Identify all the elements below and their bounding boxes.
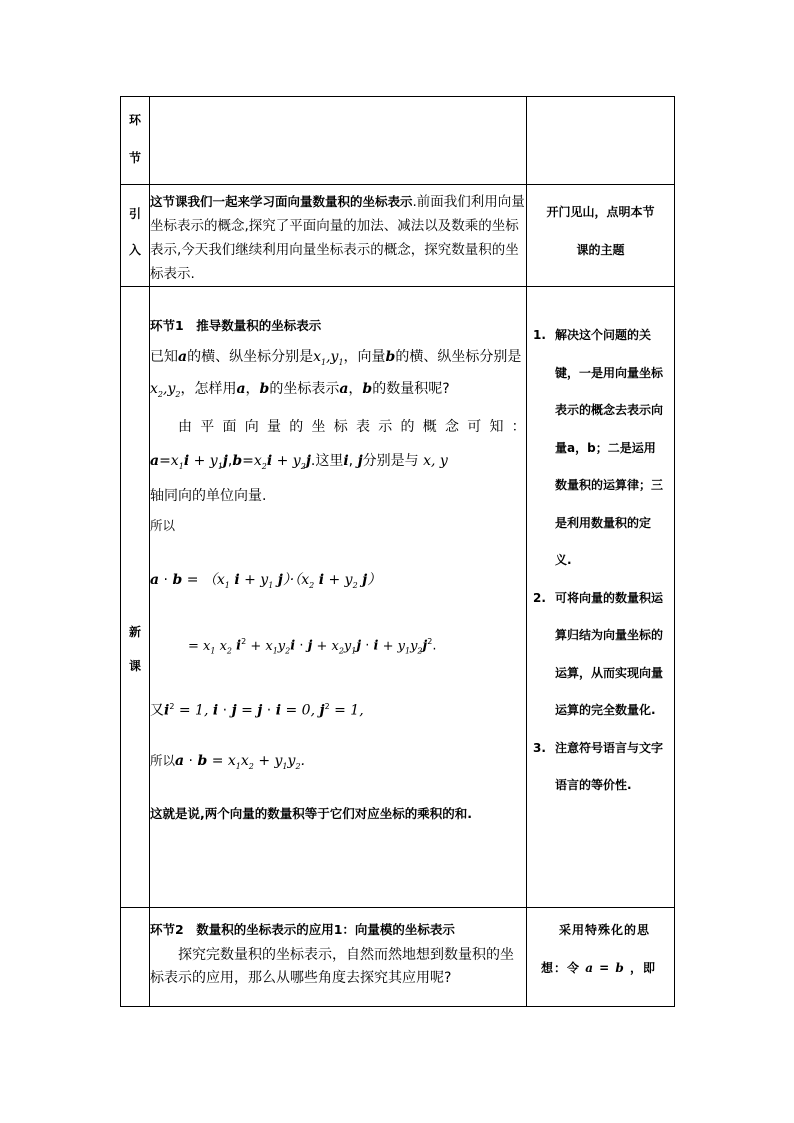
header-content-cell — [150, 97, 527, 185]
teaching-notes — [527, 317, 674, 805]
new-lesson-content-cell — [150, 287, 527, 908]
label-char: 新 — [128, 625, 141, 639]
intro-content-cell — [150, 185, 527, 287]
table-row-section2 — [121, 908, 675, 1007]
intro-text: .前面我们利用向量坐标表示的概念,探究了平面向量的加法、减法以及数乘的坐标表示,今天我们继续利用向量坐标表示的概念，探究数量积的坐标表示. — [150, 194, 525, 282]
label-char: 入 — [128, 243, 141, 257]
section2-note: 采用特殊化的思想：令 a = b ，即 — [541, 923, 656, 975]
table-row-header — [121, 97, 675, 185]
unit-vector-facts: 又$i^2 = 1$, i · j = j · i = 0, $j^2 = 1$, — [150, 702, 364, 719]
section2-text: 探究完数量积的坐标表示，自然而然地想到数量积的坐标表示的应用，那么从哪些角度去探究其应用呢? — [150, 947, 514, 986]
table-row-intro — [121, 185, 675, 287]
intro-note-cell — [527, 185, 675, 287]
label-char: 引 — [128, 207, 141, 221]
note-item: 3. 注意符号语言与文字语言的等价性. — [533, 740, 664, 792]
so-label: 所以 — [150, 518, 176, 534]
note-item: 1. 解决这个问题的关键，一是用向量坐标表示的概念去表示向量a，b；二是运用数量积的运算律；三是利用数量积的定义. — [533, 328, 664, 567]
header-note-cell — [527, 97, 675, 185]
note-item: 2. 可将向量的数量积运算归结为向量坐标的运算，从而实现向量运算的完全数量化. — [533, 590, 664, 717]
label-char: 节 — [128, 151, 141, 165]
table-row-new-lesson — [121, 287, 675, 908]
section2-note-cell — [527, 908, 675, 1007]
dot-product-expansion-2: = $x_1$ $x_2$ $i^2 + x_1y_2i \cdot j + x_2y_1j \cdot i + y_1y_2j^2$. — [188, 637, 437, 656]
axes-unit-line: 轴同向的单位向量. — [150, 488, 267, 505]
conclusion-text: 这就是说,两个向量的数量积等于它们对应坐标的乘积的和. — [150, 805, 472, 821]
problem-statement: 已知a的横、纵坐标分别是$x_1,y_1$，向量b的横、纵坐标分别是$x_2,y_2$，怎样用a，b的坐标表示a，b的数量积呢? — [150, 349, 522, 399]
coordinate-formula: $a=x_1i + y_1j,b=x_2i + y_2j$.这里i, j分别是与 x, y — [150, 452, 448, 471]
lesson-plan-table — [120, 96, 675, 1007]
dot-product-expansion-1: $a \cdot b = (x_1$ $i + y_1$ $j)\cdot(x_2$ $i + y_2$ j） — [150, 572, 382, 591]
section2-heading: 环节2 数量积的坐标表示的应用1：向量模的坐标表示 — [150, 922, 455, 937]
label-char: 课 — [128, 659, 141, 673]
label-char: 环 — [128, 113, 141, 127]
vector-a-symbol: a — [178, 349, 188, 365]
result-formula: 所以$a \cdot b = x_1x_2 + y_1y_2$. — [150, 752, 305, 771]
intro-paragraph — [150, 190, 526, 286]
label-cell-new — [121, 287, 150, 908]
label-cell-header — [121, 97, 150, 185]
label-cell-section2 — [121, 908, 150, 1007]
intro-note: 开门见山，点明本节课的主题 — [546, 205, 655, 257]
label-cell-intro — [121, 185, 150, 287]
section2-content-cell — [150, 908, 527, 1007]
section1-heading: 环节1 推导数量积的坐标表示 — [150, 318, 322, 333]
intro-text-bold: 这节课我们一起来学习面向量数量积的坐标表示 — [150, 194, 413, 209]
new-lesson-note-cell — [527, 287, 675, 908]
by-concept-line: 由平面向量的坐标表示的概念可知： — [178, 418, 526, 435]
